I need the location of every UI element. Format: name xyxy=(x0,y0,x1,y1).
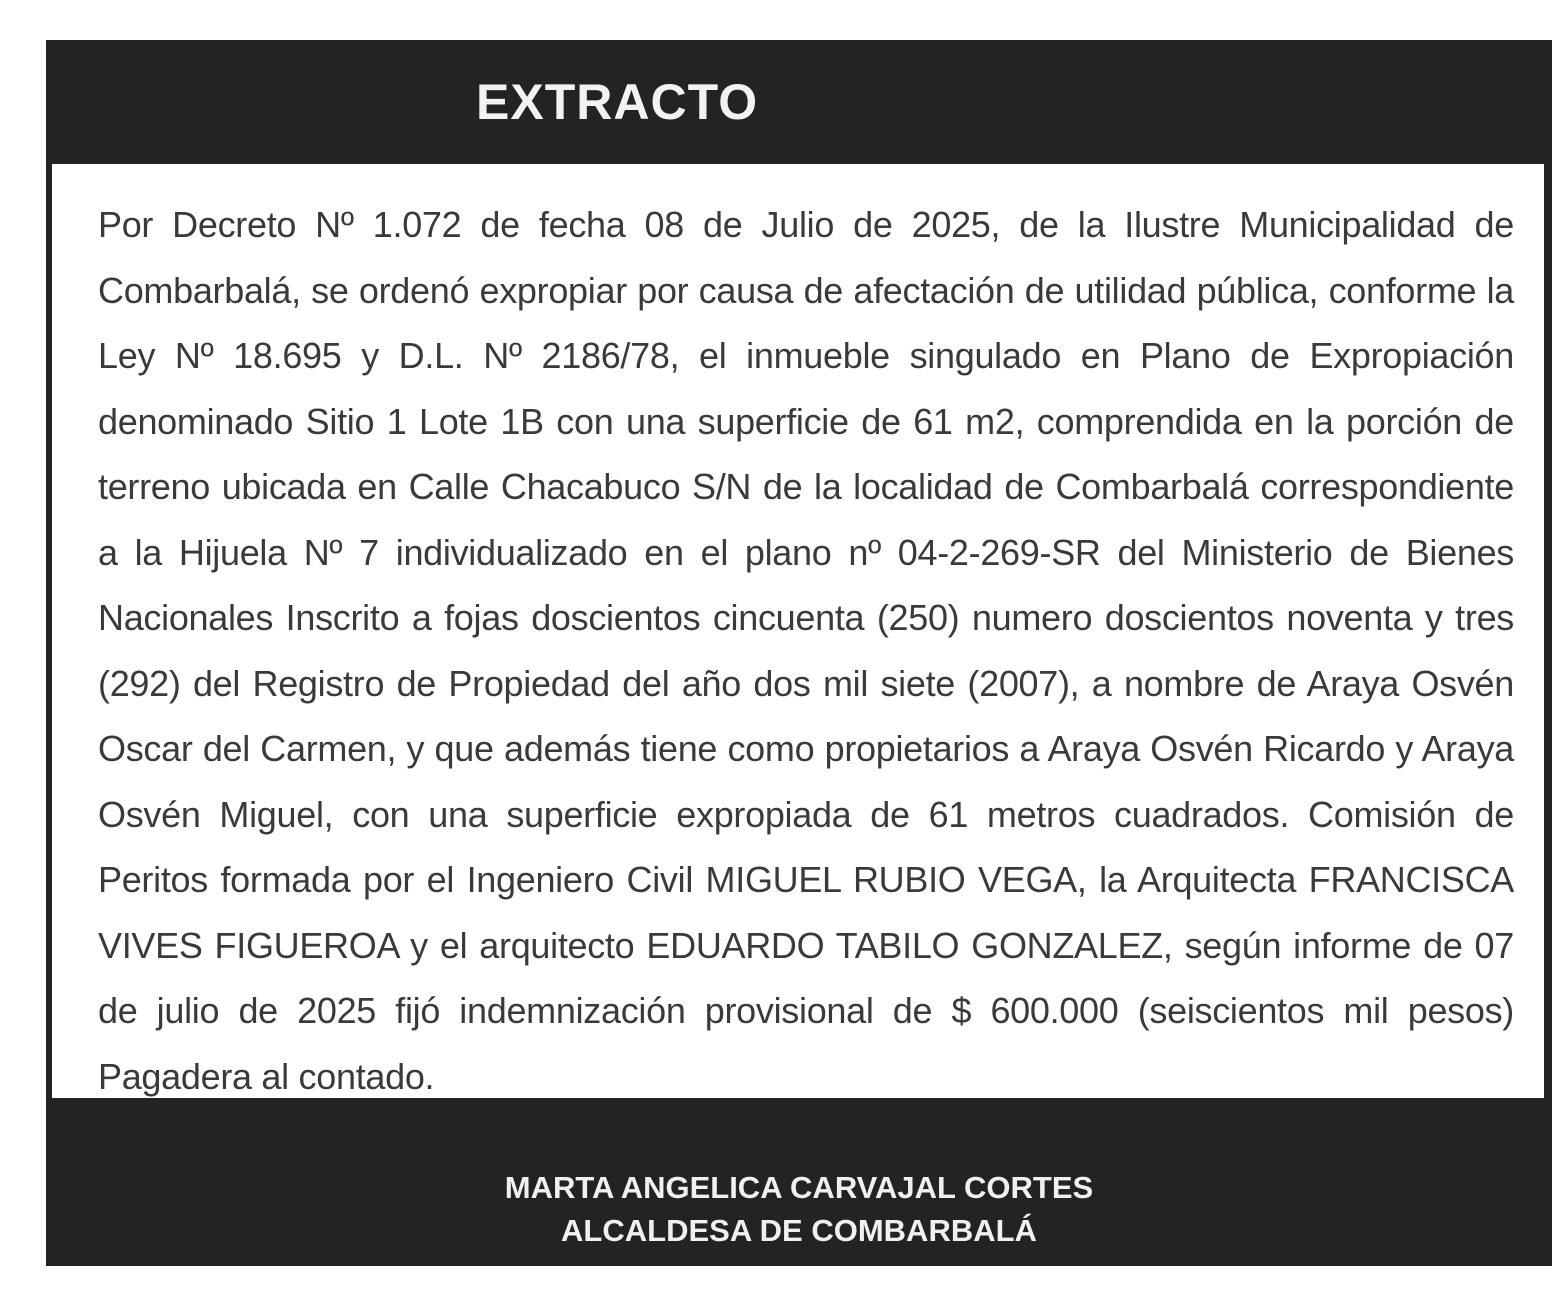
notice-header xyxy=(46,40,1552,164)
notice-footer xyxy=(46,1098,1552,1266)
notice-body xyxy=(52,164,1544,1098)
signatory-role: ALCALDESA DE COMBARBALÁ xyxy=(561,1213,1037,1248)
notice-title: EXTRACTO xyxy=(476,74,759,130)
signatory-name: MARTA ANGELICA CARVAJAL CORTES xyxy=(504,1170,1094,1205)
notice-body-text: Por Decreto Nº 1.072 de fecha 08 de Julio de 2025, de la Ilustre Municipalidad de Combarbalá, se ordenó expropiar por causa de afectación de utilidad pública, conforme la Ley Nº 18.695 y D.L. Nº 2186/78, el inmueble singulado en Plano de Expropiación denominado Sitio 1 Lote 1B con una superficie de 61 m2, comprendida en la porción de terreno ubicada en Calle Chacabuco S/N de la localidad de Combarbalá correspondiente a la Hijuela Nº 7 individualizado en el plano nº 04-2-269-SR del Ministerio de Bienes Nacionales Inscrito a fojas doscientos cincuenta (250) numero doscientos noventa y tres (292) del Registro de Propiedad del año dos mil siete (2007), a nombre de Araya Osvén Oscar del Carmen, y que además tiene como propietarios a Araya Osvén Ricardo y Araya Osvén Miguel, con una superficie expropiada de 61 metros cuadrados. Comisión de Peritos formada por el Ingeniero Civil MIGUEL RUBIO VEGA, la Arquitecta FRANCISCA VIVES FIGUEROA y el arquitecto EDUARDO TABILO GONZALEZ, según informe de 07 de julio de 2025 fijó indemnización provisional de $ 600.000 (seiscientos mil pesos) Pagadera al contado. xyxy=(98,204,1514,1097)
legal-notice xyxy=(46,40,1552,1266)
